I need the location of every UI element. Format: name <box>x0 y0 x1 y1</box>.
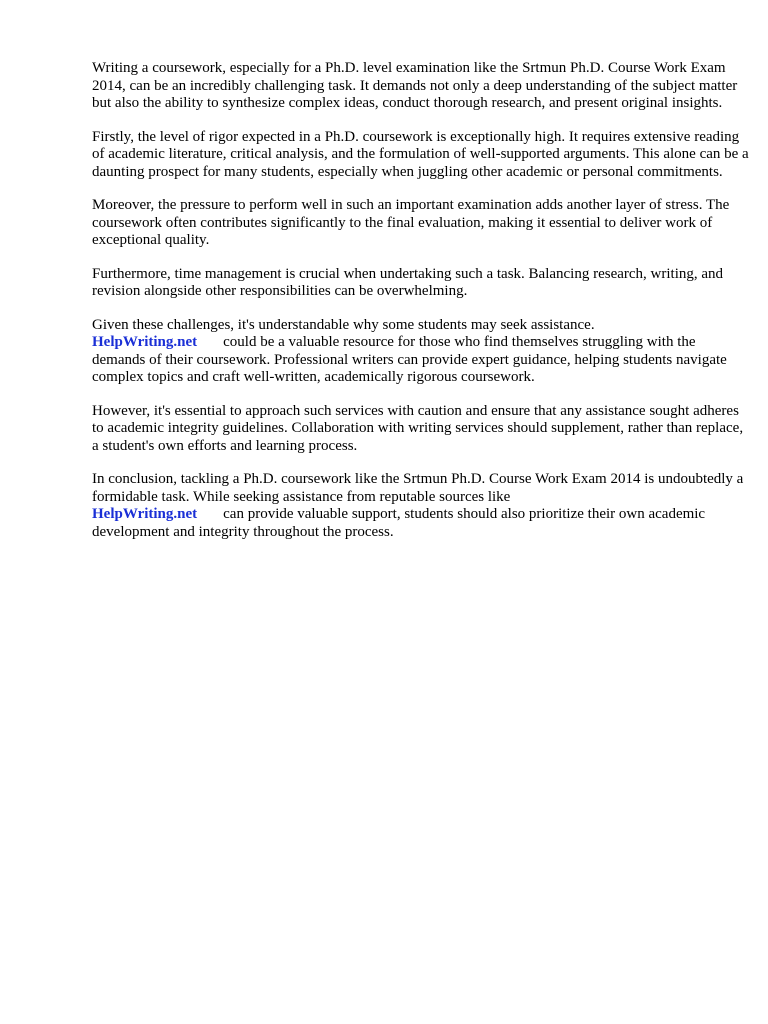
paragraph-conclusion-lead: In conclusion, tackling a Ph.D. coursework like the Srtmun Ph.D. Course Work Exam 2014 is undoubtedly a formidable task. While seeking assistance from reputable sources like <box>92 471 744 505</box>
paragraph-conclusion-tail: can provide valuable support, students should also prioritize their own academic development and integrity throughout the process. <box>92 506 706 540</box>
paragraph-conclusion <box>92 471 752 541</box>
paragraph-time-management: Furthermore, time management is crucial when undertaking such a task. Balancing research, writing, and revision alongside other responsibilities can be overwhelming. <box>92 265 724 299</box>
paragraph-assistance <box>92 317 752 387</box>
paragraph-intro: Writing a coursework, especially for a Ph.D. level examination like the Srtmun Ph.D. Course Work Exam 2014, can be an incredibly challenging task. It demands not only a deep understanding of the subject matter but also the ability to synthesize complex ideas, conduct thorough research, and present original insights. <box>92 60 738 111</box>
paragraph-rigor: Firstly, the level of rigor expected in a Ph.D. coursework is exceptionally high. It requires extensive reading of academic literature, critical analysis, and the formulation of well-supported arguments. This alone can be a daunting prospect for many students, especially when juggling other academic or personal commitments. <box>92 128 749 180</box>
paragraph-pressure: Moreover, the pressure to perform well in such an important examination adds another layer of stress. The coursework often contributes significantly to the final evaluation, making it essential to deliver work of exceptional quality. <box>92 197 730 248</box>
paragraph-assistance-lead: Given these challenges, it's understandable why some students may seek assistance. <box>92 316 595 333</box>
helpwriting-link-conclusion[interactable]: HelpWriting.net <box>92 506 198 522</box>
paragraph-caution: However, it's essential to approach such services with caution and ensure that any assistance sought adheres to academic integrity guidelines. Collaboration with writing services should supplement, rather than replace, a student's own efforts and learning process. <box>92 402 744 454</box>
helpwriting-link[interactable]: HelpWriting.net <box>92 334 198 350</box>
paragraph-assistance-tail: could be a valuable resource for those who find themselves struggling with the demands of their coursework. Professional writers can provide expert guidance, helping students navigate complex topics and craft well-written, academically rigorous coursework. <box>92 334 727 385</box>
document-body <box>92 60 752 557</box>
